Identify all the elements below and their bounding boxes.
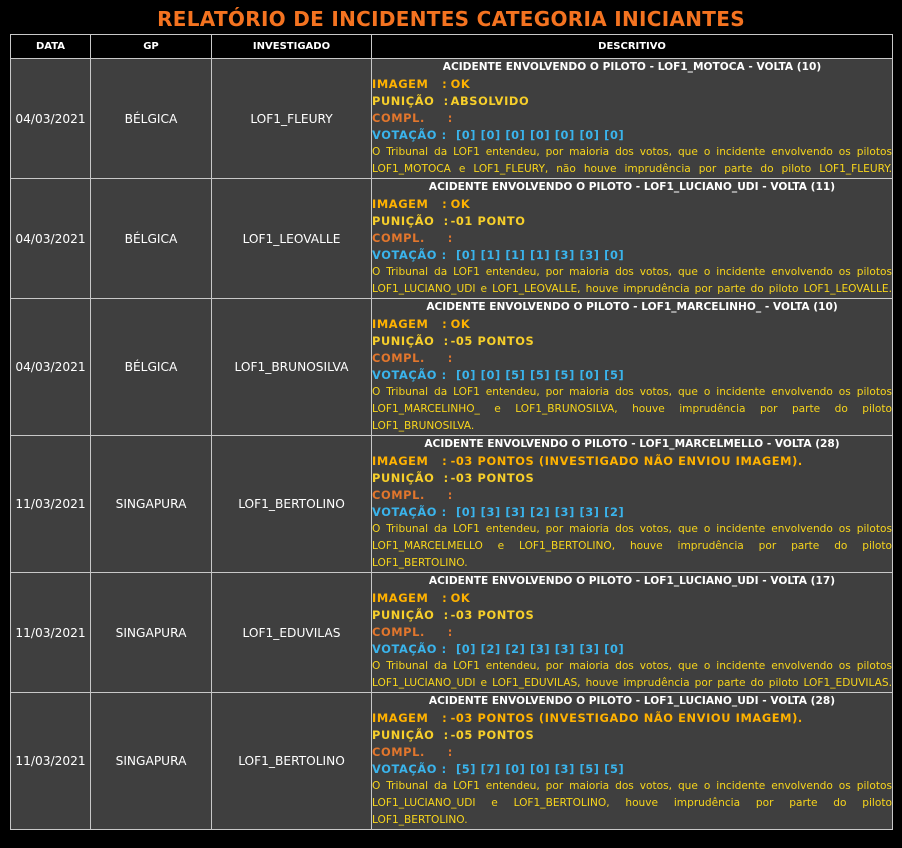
punicao-value: -03 PONTOS bbox=[450, 608, 535, 622]
votacao-value: [5] [7] [0] [0] [3] [5] [5] bbox=[455, 762, 625, 776]
punicao-sep: : bbox=[443, 471, 449, 485]
gp-cell: SINGAPURA bbox=[91, 436, 212, 573]
punicao-value: -01 PONTO bbox=[450, 214, 526, 228]
compl-label bbox=[372, 350, 453, 367]
imagem-value: OK bbox=[450, 317, 471, 331]
decision-text-line-1: O Tribunal da LOF1 entendeu, por maioria dos votos, que o incidente envolvendo os pilotos bbox=[372, 660, 892, 672]
decision-text-line-2: LOF1_LUCIANO_UDI e LOF1_LEOVALLE, houve imprudência por parte do piloto LOF1_LEOVALLE. bbox=[372, 283, 892, 295]
punicao-line bbox=[372, 470, 892, 487]
compl-sep: : bbox=[447, 488, 453, 502]
imagem-label-text: IMAGEM bbox=[372, 591, 429, 605]
compl-line bbox=[372, 230, 892, 247]
votacao-value: [0] [0] [0] [0] [0] [0] [0] bbox=[455, 128, 625, 142]
compl-label-text: COMPL. bbox=[372, 231, 425, 245]
compl-label bbox=[372, 744, 453, 761]
imagem-value: -03 PONTOS (INVESTIGADO NÃO ENVIOU IMAGEM). bbox=[450, 711, 803, 725]
imagem-label bbox=[372, 316, 446, 333]
punicao-label-text: PUNIÇÃO bbox=[372, 608, 435, 622]
incident-row bbox=[11, 693, 893, 830]
incident-heading: ACIDENTE ENVOLVENDO O PILOTO - LOF1_LUCIANO_UDI - VOLTA (11) bbox=[428, 181, 836, 193]
date-cell: 04/03/2021 bbox=[11, 59, 91, 179]
imagem-sep: : bbox=[442, 454, 448, 468]
votacao-label bbox=[372, 505, 456, 519]
compl-line bbox=[372, 110, 892, 127]
imagem-line bbox=[372, 453, 892, 470]
votacao-sep: : bbox=[441, 128, 447, 142]
decision-text-line-3: LOF1_BERTOLINO. bbox=[372, 814, 468, 826]
imagem-line bbox=[372, 196, 892, 213]
punicao-value: -05 PONTOS bbox=[450, 334, 535, 348]
descritivo-cell bbox=[372, 299, 893, 436]
gp-cell: SINGAPURA bbox=[91, 693, 212, 830]
votacao-value: [0] [3] [3] [2] [3] [3] [2] bbox=[455, 505, 625, 519]
investigado-cell: LOF1_LEOVALLE bbox=[212, 179, 372, 299]
gp-cell: BÉLGICA bbox=[91, 59, 212, 179]
imagem-label bbox=[372, 76, 446, 93]
imagem-value: OK bbox=[450, 197, 471, 211]
incident-row bbox=[11, 573, 893, 693]
incident-row bbox=[11, 436, 893, 573]
decision-text-line-2: LOF1_MOTOCA e LOF1_FLEURY, não houve imprudência por parte do piloto LOF1_FLEURY. bbox=[372, 163, 892, 175]
decision-text-line-1: O Tribunal da LOF1 entendeu, por maioria dos votos, que o incidente envolvendo os pilotos bbox=[372, 780, 892, 792]
votacao-sep: : bbox=[441, 505, 447, 519]
column-header-descritivo: DESCRITIVO bbox=[372, 35, 893, 59]
imagem-line bbox=[372, 76, 892, 93]
imagem-sep: : bbox=[442, 711, 448, 725]
punicao-value: -03 PONTOS bbox=[450, 471, 535, 485]
compl-label-text: COMPL. bbox=[372, 351, 425, 365]
imagem-label-text: IMAGEM bbox=[372, 197, 429, 211]
imagem-sep: : bbox=[442, 77, 448, 91]
punicao-label bbox=[372, 333, 449, 350]
decision-text-line-3: LOF1_BRUNOSILVA. bbox=[372, 420, 475, 432]
gp-cell: BÉLGICA bbox=[91, 179, 212, 299]
descritivo-cell bbox=[372, 179, 893, 299]
incident-heading: ACIDENTE ENVOLVENDO O PILOTO - LOF1_MARCELINHO_ - VOLTA (10) bbox=[426, 301, 838, 313]
punicao-line bbox=[372, 213, 892, 230]
votacao-label-text: VOTAÇÃO bbox=[372, 642, 438, 656]
imagem-label-text: IMAGEM bbox=[372, 454, 429, 468]
decision-text-line-3: LOF1_BERTOLINO. bbox=[372, 557, 468, 569]
punicao-label-text: PUNIÇÃO bbox=[372, 214, 435, 228]
votacao-label bbox=[372, 128, 456, 142]
incident-heading: ACIDENTE ENVOLVENDO O PILOTO - LOF1_MARCELMELLO - VOLTA (28) bbox=[424, 438, 840, 450]
report-title bbox=[0, 6, 902, 32]
punicao-line bbox=[372, 333, 892, 350]
decision-text-line-2: LOF1_MARCELINHO_ e LOF1_BRUNOSILVA, houve imprudência por parte do piloto bbox=[372, 403, 892, 415]
investigado-cell: LOF1_BERTOLINO bbox=[212, 693, 372, 830]
compl-sep: : bbox=[447, 351, 453, 365]
punicao-label bbox=[372, 93, 449, 110]
date-cell: 04/03/2021 bbox=[11, 299, 91, 436]
imagem-label-text: IMAGEM bbox=[372, 317, 429, 331]
votacao-label-text: VOTAÇÃO bbox=[372, 368, 438, 382]
punicao-sep: : bbox=[443, 94, 449, 108]
imagem-sep: : bbox=[442, 591, 448, 605]
imagem-line bbox=[372, 590, 892, 607]
punicao-sep: : bbox=[443, 214, 449, 228]
compl-label-text: COMPL. bbox=[372, 111, 425, 125]
descritivo-cell bbox=[372, 436, 893, 573]
decision-text-line-2: LOF1_LUCIANO_UDI e LOF1_EDUVILAS, houve imprudência por parte do piloto LOF1_EDUVILAS. bbox=[372, 677, 892, 689]
decision-text-line-1: O Tribunal da LOF1 entendeu, por maioria dos votos, que o incidente envolvendo os pilotos bbox=[372, 266, 892, 278]
column-header-gp: GP bbox=[91, 35, 212, 59]
votacao-line bbox=[372, 761, 892, 778]
imagem-sep: : bbox=[442, 197, 448, 211]
punicao-sep: : bbox=[443, 728, 449, 742]
votacao-value: [0] [0] [5] [5] [5] [0] [5] bbox=[455, 368, 625, 382]
votacao-label bbox=[372, 368, 456, 382]
decision-text-line-1: O Tribunal da LOF1 entendeu, por maioria dos votos, que o incidente envolvendo os pilotos bbox=[372, 146, 892, 158]
incident-report-table bbox=[10, 34, 893, 830]
compl-sep: : bbox=[447, 231, 453, 245]
incident-heading: ACIDENTE ENVOLVENDO O PILOTO - LOF1_MOTOCA - VOLTA (10) bbox=[442, 61, 822, 73]
compl-label bbox=[372, 230, 453, 247]
compl-line bbox=[372, 624, 892, 641]
punicao-label-text: PUNIÇÃO bbox=[372, 94, 435, 108]
imagem-value: OK bbox=[450, 77, 471, 91]
gp-cell: SINGAPURA bbox=[91, 573, 212, 693]
compl-label bbox=[372, 110, 453, 127]
votacao-label-text: VOTAÇÃO bbox=[372, 762, 438, 776]
punicao-sep: : bbox=[443, 334, 449, 348]
descritivo-cell bbox=[372, 573, 893, 693]
imagem-label-text: IMAGEM bbox=[372, 77, 429, 91]
date-cell: 11/03/2021 bbox=[11, 436, 91, 573]
investigado-cell: LOF1_FLEURY bbox=[212, 59, 372, 179]
imagem-label bbox=[372, 710, 446, 727]
votacao-sep: : bbox=[441, 368, 447, 382]
punicao-line bbox=[372, 727, 892, 744]
votacao-sep: : bbox=[441, 762, 447, 776]
incident-heading: ACIDENTE ENVOLVENDO O PILOTO - LOF1_LUCIANO_UDI - VOLTA (28) bbox=[428, 695, 836, 707]
compl-sep: : bbox=[447, 745, 453, 759]
compl-label-text: COMPL. bbox=[372, 488, 425, 502]
table-header-row bbox=[11, 35, 893, 59]
votacao-line bbox=[372, 504, 892, 521]
incident-row bbox=[11, 59, 893, 179]
compl-sep: : bbox=[447, 625, 453, 639]
votacao-line bbox=[372, 367, 892, 384]
compl-label-text: COMPL. bbox=[372, 745, 425, 759]
imagem-line bbox=[372, 316, 892, 333]
date-cell: 11/03/2021 bbox=[11, 573, 91, 693]
incident-heading: ACIDENTE ENVOLVENDO O PILOTO - LOF1_LUCIANO_UDI - VOLTA (17) bbox=[428, 575, 836, 587]
votacao-label bbox=[372, 762, 456, 776]
date-cell: 04/03/2021 bbox=[11, 179, 91, 299]
decision-text-line-1: O Tribunal da LOF1 entendeu, por maioria dos votos, que o incidente envolvendo os pilotos bbox=[372, 523, 892, 535]
punicao-value: -05 PONTOS bbox=[450, 728, 535, 742]
punicao-line bbox=[372, 607, 892, 624]
incident-row bbox=[11, 299, 893, 436]
punicao-label bbox=[372, 607, 449, 624]
imagem-value: OK bbox=[450, 591, 471, 605]
decision-text-line-2: LOF1_LUCIANO_UDI e LOF1_BERTOLINO, houve imprudência por parte do piloto bbox=[372, 797, 892, 809]
imagem-label bbox=[372, 196, 446, 213]
decision-text-line-2: LOF1_MARCELMELLO e LOF1_BERTOLINO, houve imprudência por parte do piloto bbox=[372, 540, 892, 552]
punicao-line bbox=[372, 93, 892, 110]
compl-line bbox=[372, 744, 892, 761]
punicao-label-text: PUNIÇÃO bbox=[372, 334, 435, 348]
imagem-sep: : bbox=[442, 317, 448, 331]
descritivo-cell bbox=[372, 59, 893, 179]
compl-label-text: COMPL. bbox=[372, 625, 425, 639]
imagem-label-text: IMAGEM bbox=[372, 711, 429, 725]
punicao-label bbox=[372, 213, 449, 230]
imagem-label bbox=[372, 590, 446, 607]
investigado-cell: LOF1_BERTOLINO bbox=[212, 436, 372, 573]
votacao-value: [0] [1] [1] [1] [3] [3] [0] bbox=[455, 248, 625, 262]
punicao-value: ABSOLVIDO bbox=[450, 94, 530, 108]
punicao-label bbox=[372, 470, 449, 487]
votacao-value: [0] [2] [2] [3] [3] [3] [0] bbox=[455, 642, 625, 656]
gp-cell: BÉLGICA bbox=[91, 299, 212, 436]
compl-sep: : bbox=[447, 111, 453, 125]
votacao-label bbox=[372, 642, 456, 656]
date-cell: 11/03/2021 bbox=[11, 693, 91, 830]
compl-label bbox=[372, 487, 453, 504]
punicao-label-text: PUNIÇÃO bbox=[372, 728, 435, 742]
votacao-line bbox=[372, 247, 892, 264]
descritivo-cell bbox=[372, 693, 893, 830]
punicao-sep: : bbox=[443, 608, 449, 622]
compl-line bbox=[372, 350, 892, 367]
imagem-line bbox=[372, 710, 892, 727]
votacao-label bbox=[372, 248, 456, 262]
column-header-investigado: INVESTIGADO bbox=[212, 35, 372, 59]
punicao-label bbox=[372, 727, 449, 744]
investigado-cell: LOF1_BRUNOSILVA bbox=[212, 299, 372, 436]
votacao-label-text: VOTAÇÃO bbox=[372, 505, 438, 519]
decision-text-line-1: O Tribunal da LOF1 entendeu, por maioria dos votos, que o incidente envolvendo os pilotos bbox=[372, 386, 892, 398]
compl-label bbox=[372, 624, 453, 641]
votacao-sep: : bbox=[441, 248, 447, 262]
votacao-sep: : bbox=[441, 642, 447, 656]
punicao-label-text: PUNIÇÃO bbox=[372, 471, 435, 485]
report-title-text: RELATÓRIO DE INCIDENTES CATEGORIA INICIANTES bbox=[157, 7, 745, 31]
incident-row bbox=[11, 179, 893, 299]
imagem-label bbox=[372, 453, 446, 470]
imagem-value: -03 PONTOS (INVESTIGADO NÃO ENVIOU IMAGEM). bbox=[450, 454, 803, 468]
compl-line bbox=[372, 487, 892, 504]
votacao-label-text: VOTAÇÃO bbox=[372, 128, 438, 142]
votacao-line bbox=[372, 641, 892, 658]
column-header-data: DATA bbox=[11, 35, 91, 59]
votacao-label-text: VOTAÇÃO bbox=[372, 248, 438, 262]
investigado-cell: LOF1_EDUVILAS bbox=[212, 573, 372, 693]
votacao-line bbox=[372, 127, 892, 144]
